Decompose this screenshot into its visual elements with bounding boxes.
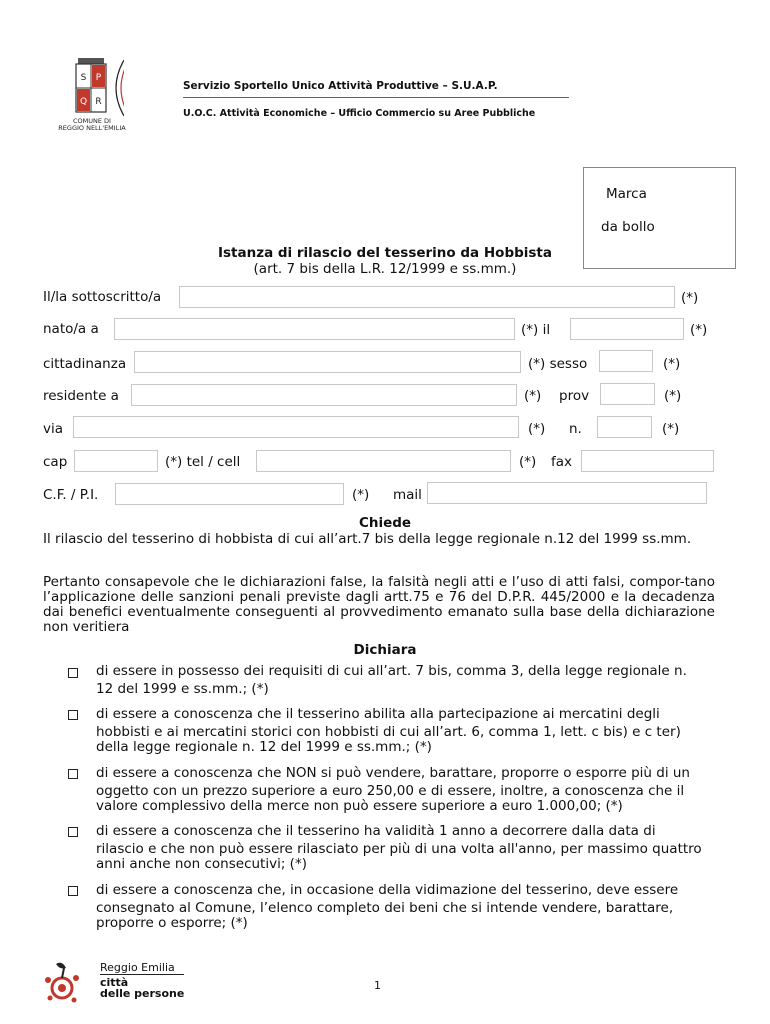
footer-brand-line2: città xyxy=(100,976,129,989)
label-cap: cap xyxy=(43,454,68,470)
reggio-emilia-logo xyxy=(38,958,98,1006)
footer-brand-text xyxy=(100,962,184,999)
crest-letter-s: S xyxy=(80,73,87,83)
dichiara-item-text: oggetto con un prezzo superiore a euro 250,00 e di essere, inoltre, a conoscenza che il valore complessivo della merce non può essere superiore a euro 1.000,00; (*) xyxy=(96,783,685,814)
header-office-subtitle: U.O.C. Attività Economiche – Ufficio Commercio su Aree Pubbliche xyxy=(183,108,536,119)
chiede-heading: Chiede xyxy=(358,515,412,531)
checkbox-validita[interactable] xyxy=(68,827,78,837)
dichiara-item-text: consegnato al Comune, l’elenco completo dei beni che si intende vendere, barattare, proporre o esporre; (*) xyxy=(96,900,674,931)
dichiara-item xyxy=(96,879,716,931)
dichiara-item-line: di essere in possesso dei requisiti di cui all’art. 7 bis, comma 3, della legge regionale n. xyxy=(96,663,687,679)
dichiara-item xyxy=(96,762,716,814)
crest-letter-q: Q xyxy=(79,97,88,107)
data-nascita-field[interactable] xyxy=(570,318,684,340)
email-field[interactable] xyxy=(427,482,707,504)
dichiara-item-line: di essere a conoscenza che il tesserino ha validità 1 anno a decorrere dalla data di xyxy=(96,823,656,839)
label-fax: fax xyxy=(551,454,573,470)
document-subtitle: (art. 7 bis della L.R. 12/1999 e ss.mm.) xyxy=(253,261,517,277)
label-il: (*) il xyxy=(521,322,551,338)
label-residente: residente a xyxy=(43,388,119,404)
citta-delle-persone-icon xyxy=(38,958,98,1006)
cap-field[interactable] xyxy=(74,450,158,472)
stamp-label-marca: Marca xyxy=(606,186,647,202)
dichiara-item xyxy=(96,703,716,755)
crest-caption-line2: REGGIO NELL'EMILIA xyxy=(58,124,126,132)
label-via: via xyxy=(43,421,64,437)
header-divider xyxy=(183,97,569,98)
dichiara-item-line: di essere a conoscenza che il tesserino abilita alla partecipazione ai mercatini degli xyxy=(96,706,660,722)
checkbox-mercatini[interactable] xyxy=(68,710,78,720)
checkbox-requisiti[interactable] xyxy=(68,668,78,678)
label-mail: mail xyxy=(393,487,422,503)
footer-brand-line1: Reggio Emilia xyxy=(100,962,184,975)
crest-caption xyxy=(52,118,132,132)
stamp-label-bollo: da bollo xyxy=(601,219,655,235)
dichiara-item-text: hobbisti e ai mercatini storici con hobbisti di cui all’art. 6, comma 1, lett. c bis) e c ter) della legge regionale n. 12 del 1999 e ss.mm.; (*) xyxy=(96,724,681,755)
required-marker: (*) xyxy=(662,421,680,437)
numero-civico-field[interactable] xyxy=(597,416,652,438)
residenza-field[interactable] xyxy=(131,384,517,406)
footer-brand-line3: delle persone xyxy=(100,987,185,1000)
crest-shield-icon xyxy=(58,58,124,118)
label-nato: nato/a a xyxy=(43,321,99,337)
label-sesso: (*) sesso xyxy=(528,356,588,372)
document-title: Istanza di rilascio del tesserino da Hobbista xyxy=(217,245,552,261)
label-numero: n. xyxy=(569,421,582,437)
cittadinanza-field[interactable] xyxy=(134,351,521,373)
required-marker: (*) xyxy=(524,388,542,404)
required-marker: (*) xyxy=(352,487,370,503)
dichiara-heading: Dichiara xyxy=(353,642,417,658)
label-cittadinanza: cittadinanza xyxy=(43,356,127,372)
crest-letter-p: P xyxy=(95,73,102,83)
required-marker: (*) xyxy=(690,322,708,338)
required-marker: (*) xyxy=(528,421,546,437)
required-marker: (*) xyxy=(663,356,681,372)
crest-letter-r: R xyxy=(95,97,102,107)
required-marker: (*) xyxy=(681,290,699,306)
checkbox-elenco-beni[interactable] xyxy=(68,886,78,896)
page-number: 1 xyxy=(374,979,381,992)
required-marker: (*) xyxy=(519,454,537,470)
dichiara-item-line: di essere a conoscenza che NON si può vendere, barattare, proporre o esporre più di un xyxy=(96,765,690,781)
dichiara-item xyxy=(96,820,716,872)
dichiara-item-text: rilascio e che non può essere rilasciato per più di una volta all'anno, per massimo quattro anni anche non consecutivi; (*) xyxy=(96,841,702,872)
crest-caption-line1: COMUNE DI xyxy=(73,117,111,125)
chiede-text: Il rilascio del tesserino di hobbista di cui all’art.7 bis della legge regionale n.12 del 1999 ss.mm. xyxy=(43,531,692,547)
label-tel: (*) tel / cell xyxy=(165,454,241,470)
fax-field[interactable] xyxy=(581,450,714,472)
header-office-title: Servizio Sportello Unico Attività Produttive – S.U.A.P. xyxy=(183,80,498,92)
luogo-nascita-field[interactable] xyxy=(114,318,515,340)
codice-fiscale-field[interactable] xyxy=(115,483,344,505)
label-cf: C.F. / P.I. xyxy=(43,487,99,503)
sesso-field[interactable] xyxy=(599,350,653,372)
dichiara-item-line: di essere a conoscenza che, in occasione della vidimazione del tesserino, deve essere xyxy=(96,882,679,898)
telefono-field[interactable] xyxy=(256,450,511,472)
required-marker: (*) xyxy=(664,388,682,404)
via-field[interactable] xyxy=(73,416,519,438)
label-sottoscritto: Il/la sottoscritto/a xyxy=(43,289,162,305)
checkbox-limite-prezzo[interactable] xyxy=(68,769,78,779)
label-prov: prov xyxy=(559,388,590,404)
dichiara-item-text: 12 del 1999 e ss.mm.; (*) xyxy=(96,681,269,697)
dichiara-item xyxy=(96,660,716,697)
sottoscritto-field[interactable] xyxy=(179,286,675,308)
provincia-field[interactable] xyxy=(600,383,655,405)
pertanto-text: Pertanto consapevole che le dichiarazioni false, la falsità negli atti e l’uso di atti falsi, compor-tano l’applicazione delle sanzioni penali previste dagli artt.75 e 76 del D.P.R. 445/2000 e la decadenza dai benefici eventualmente conseguenti al provvedimento emanato sulla base della dichiarazione non veritiera xyxy=(43,574,715,635)
